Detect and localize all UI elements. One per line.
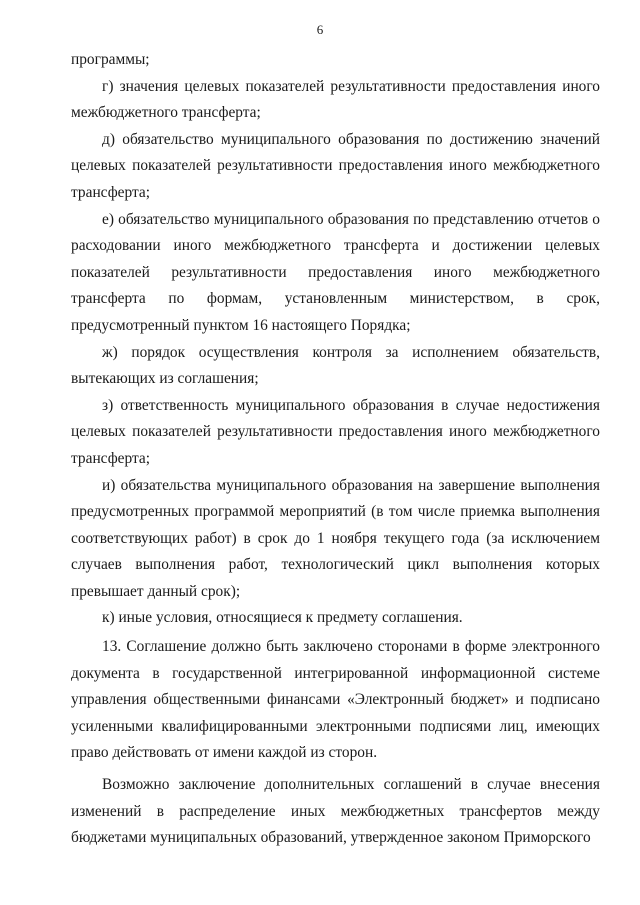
- paragraph-item-d: д) обязательство муниципального образования по достижению значений целевых показателей результативности предоставления иного межбюджетного трансферта;: [71, 130, 600, 201]
- paragraph-program-end: программы;: [71, 51, 150, 68]
- paragraph-section-13: 13. Соглашение должно быть заключено сторонами в форме электронного документа в государственной интегрированной информационной системе управления общественными финансами «Электронный бюджет» и подписано усиленными квалифицированными электронными подписями лиц, имеющих право действовать от имени каждой из сторон.: [71, 638, 600, 762]
- paragraph-item-e: е) обязательство муниципального образования по представлению отчетов о расходовании иного межбюджетного трансферта и достижении целевых показателей результативности предоставления иного межбюджетного трансферта по формам, установленным министерством, в срок, предусмотренный пунктом 16 настоящего Порядка;: [71, 210, 600, 334]
- paragraph-item-k: к) иные условия, относящиеся к предмету соглашения.: [102, 609, 463, 627]
- paragraph-item-zh: ж) порядок осуществления контроля за исполнением обязательств, вытекающих из соглашения;: [71, 343, 600, 388]
- paragraph-item-g: г) значения целевых показателей результативности предоставления иного межбюджетного трансферта;: [71, 77, 600, 122]
- paragraph-item-z: з) ответственность муниципального образования в случае недостижения целевых показателей результативности предоставления иного межбюджетного трансферта;: [71, 396, 600, 467]
- paragraph-additional-agreements: Возможно заключение дополнительных соглашений в случае внесения изменений в распределение иных межбюджетных трансфертов между бюджетами муниципальных образований, утвержденное законом Приморского: [71, 776, 600, 847]
- paragraph-item-i: и) обязательства муниципального образования на завершение выполнения предусмотренных программой мероприятий (в том числе приемка выполнения соответствующих работ) в срок до 1 ноября текущего года (за исключением случаев выполнения работ, технологический цикл выполнения которых превышает данный срок);: [71, 476, 600, 600]
- page-number: 6: [316, 22, 324, 37]
- body-text: [71, 47, 600, 852]
